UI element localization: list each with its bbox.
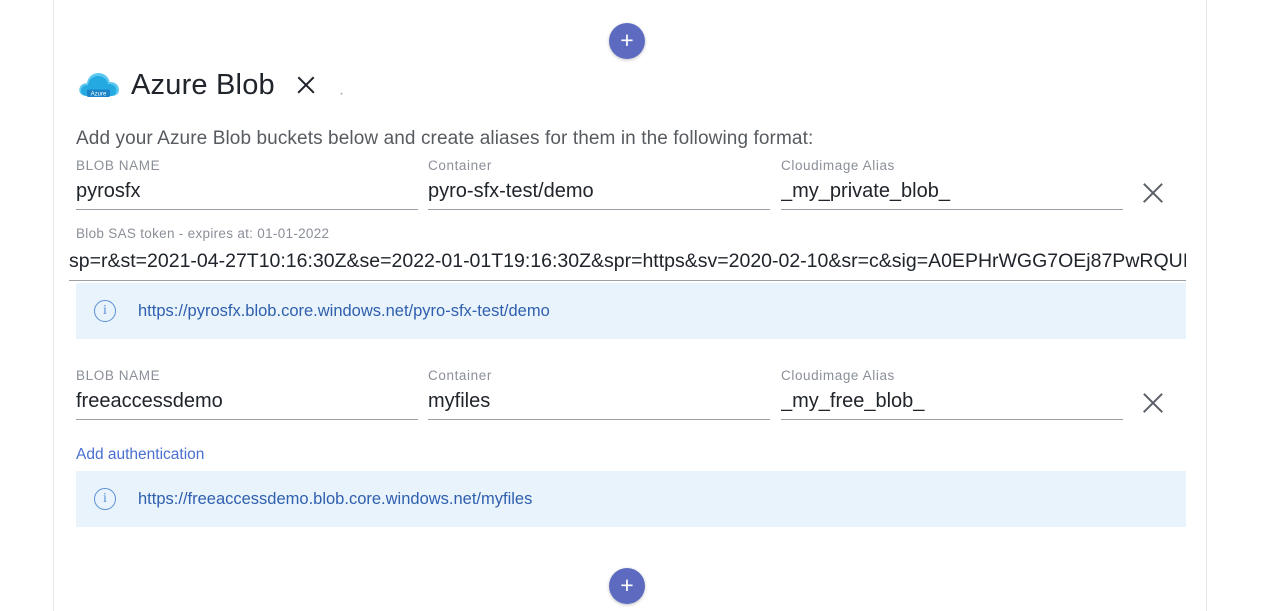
container-input[interactable] [428,178,770,210]
azure-cloud-icon [77,69,123,101]
info-icon: i [94,300,116,322]
plus-icon: + [620,26,634,53]
provider-panel [54,0,1206,611]
add-authentication-link[interactable]: Add authentication [76,446,205,463]
dot-marker: · [338,85,345,102]
alias-field-group [781,368,1123,420]
blob-name-input[interactable] [76,388,418,420]
sas-token-label: Blob SAS token - expires at: 01-01-2022 [76,226,330,241]
delete-row-icon[interactable] [1139,179,1167,207]
container-field-group [428,158,770,210]
alias-input[interactable] [781,178,1123,210]
blob-name-field-group [76,158,418,210]
blob-name-label: BLOB NAME [76,158,161,173]
info-banner [76,283,1186,339]
alias-field-group [781,158,1123,210]
info-banner [76,471,1186,527]
delete-row-icon[interactable] [1139,389,1167,417]
blob-name-input[interactable] [76,178,418,210]
instructions-text: Add your Azure Blob buckets below and create aliases for them in the following format: [76,128,814,149]
page-title: Azure Blob [131,68,275,101]
plus-icon: + [620,571,634,598]
container-label: Container [428,368,492,383]
container-input[interactable] [428,388,770,420]
panel-divider-right [1206,0,1207,611]
info-icon: i [94,488,116,510]
alias-label: Cloudimage Alias [781,158,895,173]
provider-header [77,63,344,107]
alias-label: Cloudimage Alias [781,368,895,383]
alias-input[interactable] [781,388,1123,420]
blob-url-text: https://pyrosfx.blob.core.windows.net/pyro-sfx-test/demo [138,301,550,320]
add-provider-button-top[interactable] [609,23,645,59]
sas-token-input-wrap [69,246,1186,281]
svg-text:Azure: Azure [90,91,107,98]
container-field-group [428,368,770,420]
sas-token-input[interactable] [69,246,1186,280]
container-label: Container [428,158,492,173]
blob-name-label: BLOB NAME [76,368,161,383]
blob-name-field-group [76,368,418,420]
add-provider-button-bottom[interactable] [609,568,645,604]
close-icon[interactable] [293,72,319,98]
blob-url-text: https://freeaccessdemo.blob.core.windows.net/myfiles [138,489,533,508]
